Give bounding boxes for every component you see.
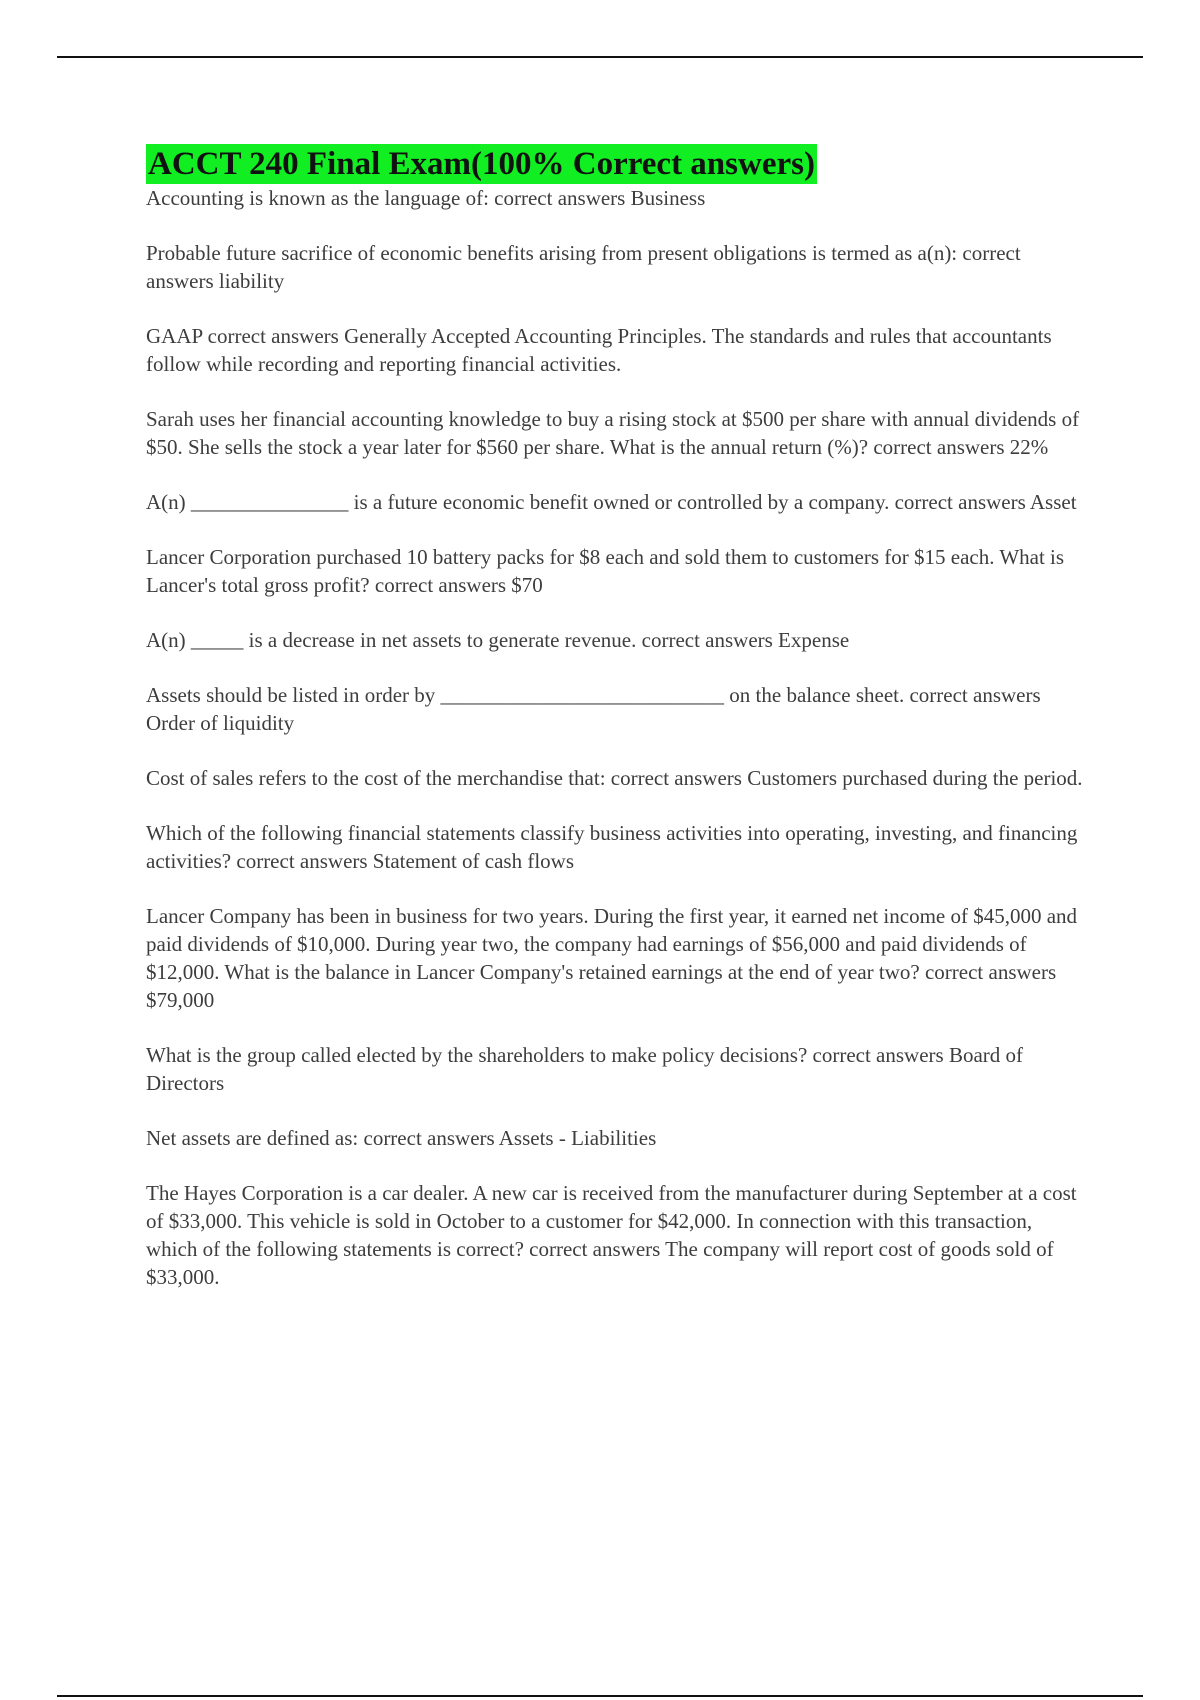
qa-item: Lancer Company has been in business for two years. During the first year, it earned net income of $45,000 and paid dividends of $10,000. During year two, the company had earnings of $56,000 and paid dividends of $12,000. What is the balance in Lancer Company's retained earnings at the end of year two? correct answers $79,000 xyxy=(146,904,1078,1012)
qa-item: GAAP correct answers Generally Accepted Accounting Principles. The standards and rules that accountants follow while recording and reporting financial activities. xyxy=(146,324,1052,376)
qa-item: The Hayes Corporation is a car dealer. A new car is received from the manufacturer during September at a cost of $33,000. This vehicle is sold in October to a customer for $42,000. In connection with this transaction, which of the following statements is correct? correct answers The company will report cost of goods sold of $33,000. xyxy=(146,1181,1077,1289)
qa-item: Cost of sales refers to the cost of the merchandise that: correct answers Customers purchased during the period. xyxy=(146,766,1083,790)
qa-item: Accounting is known as the language of: correct answers Business xyxy=(146,186,706,210)
qa-item: What is the group called elected by the shareholders to make policy decisions? correct answers Board of Directors xyxy=(146,1043,1024,1095)
qa-item: Net assets are defined as: correct answers Assets - Liabilities xyxy=(146,1126,657,1150)
document-body xyxy=(146,144,1086,1318)
qa-item: Which of the following financial statements classify business activities into operating, investing, and financing activities? correct answers Statement of cash flows xyxy=(146,821,1078,873)
qa-item: Assets should be listed in order by ___________________________ on the balance sheet. correct answers Order of liquidity xyxy=(146,683,1041,735)
qa-item: Probable future sacrifice of economic benefits arising from present obligations is termed as a(n): correct answers liability xyxy=(146,241,1021,293)
qa-list xyxy=(146,184,1086,1291)
bottom-rule xyxy=(57,1695,1143,1697)
qa-item: Sarah uses her financial accounting knowledge to buy a rising stock at $500 per share with annual dividends of $50. She sells the stock a year later for $560 per share. What is the annual return (%)? correct answers 22% xyxy=(146,407,1080,459)
qa-item: A(n) _____ is a decrease in net assets to generate revenue. correct answers Expense xyxy=(146,628,850,652)
page-title: ACCT 240 Final Exam(100% Correct answers) xyxy=(148,146,815,182)
qa-item: Lancer Corporation purchased 10 battery packs for $8 each and sold them to customers for $15 each. What is Lancer's total gross profit? correct answers $70 xyxy=(146,545,1065,597)
qa-item: A(n) _______________ is a future economic benefit owned or controlled by a company. correct answers Asset xyxy=(146,490,1077,514)
top-rule xyxy=(57,56,1143,58)
